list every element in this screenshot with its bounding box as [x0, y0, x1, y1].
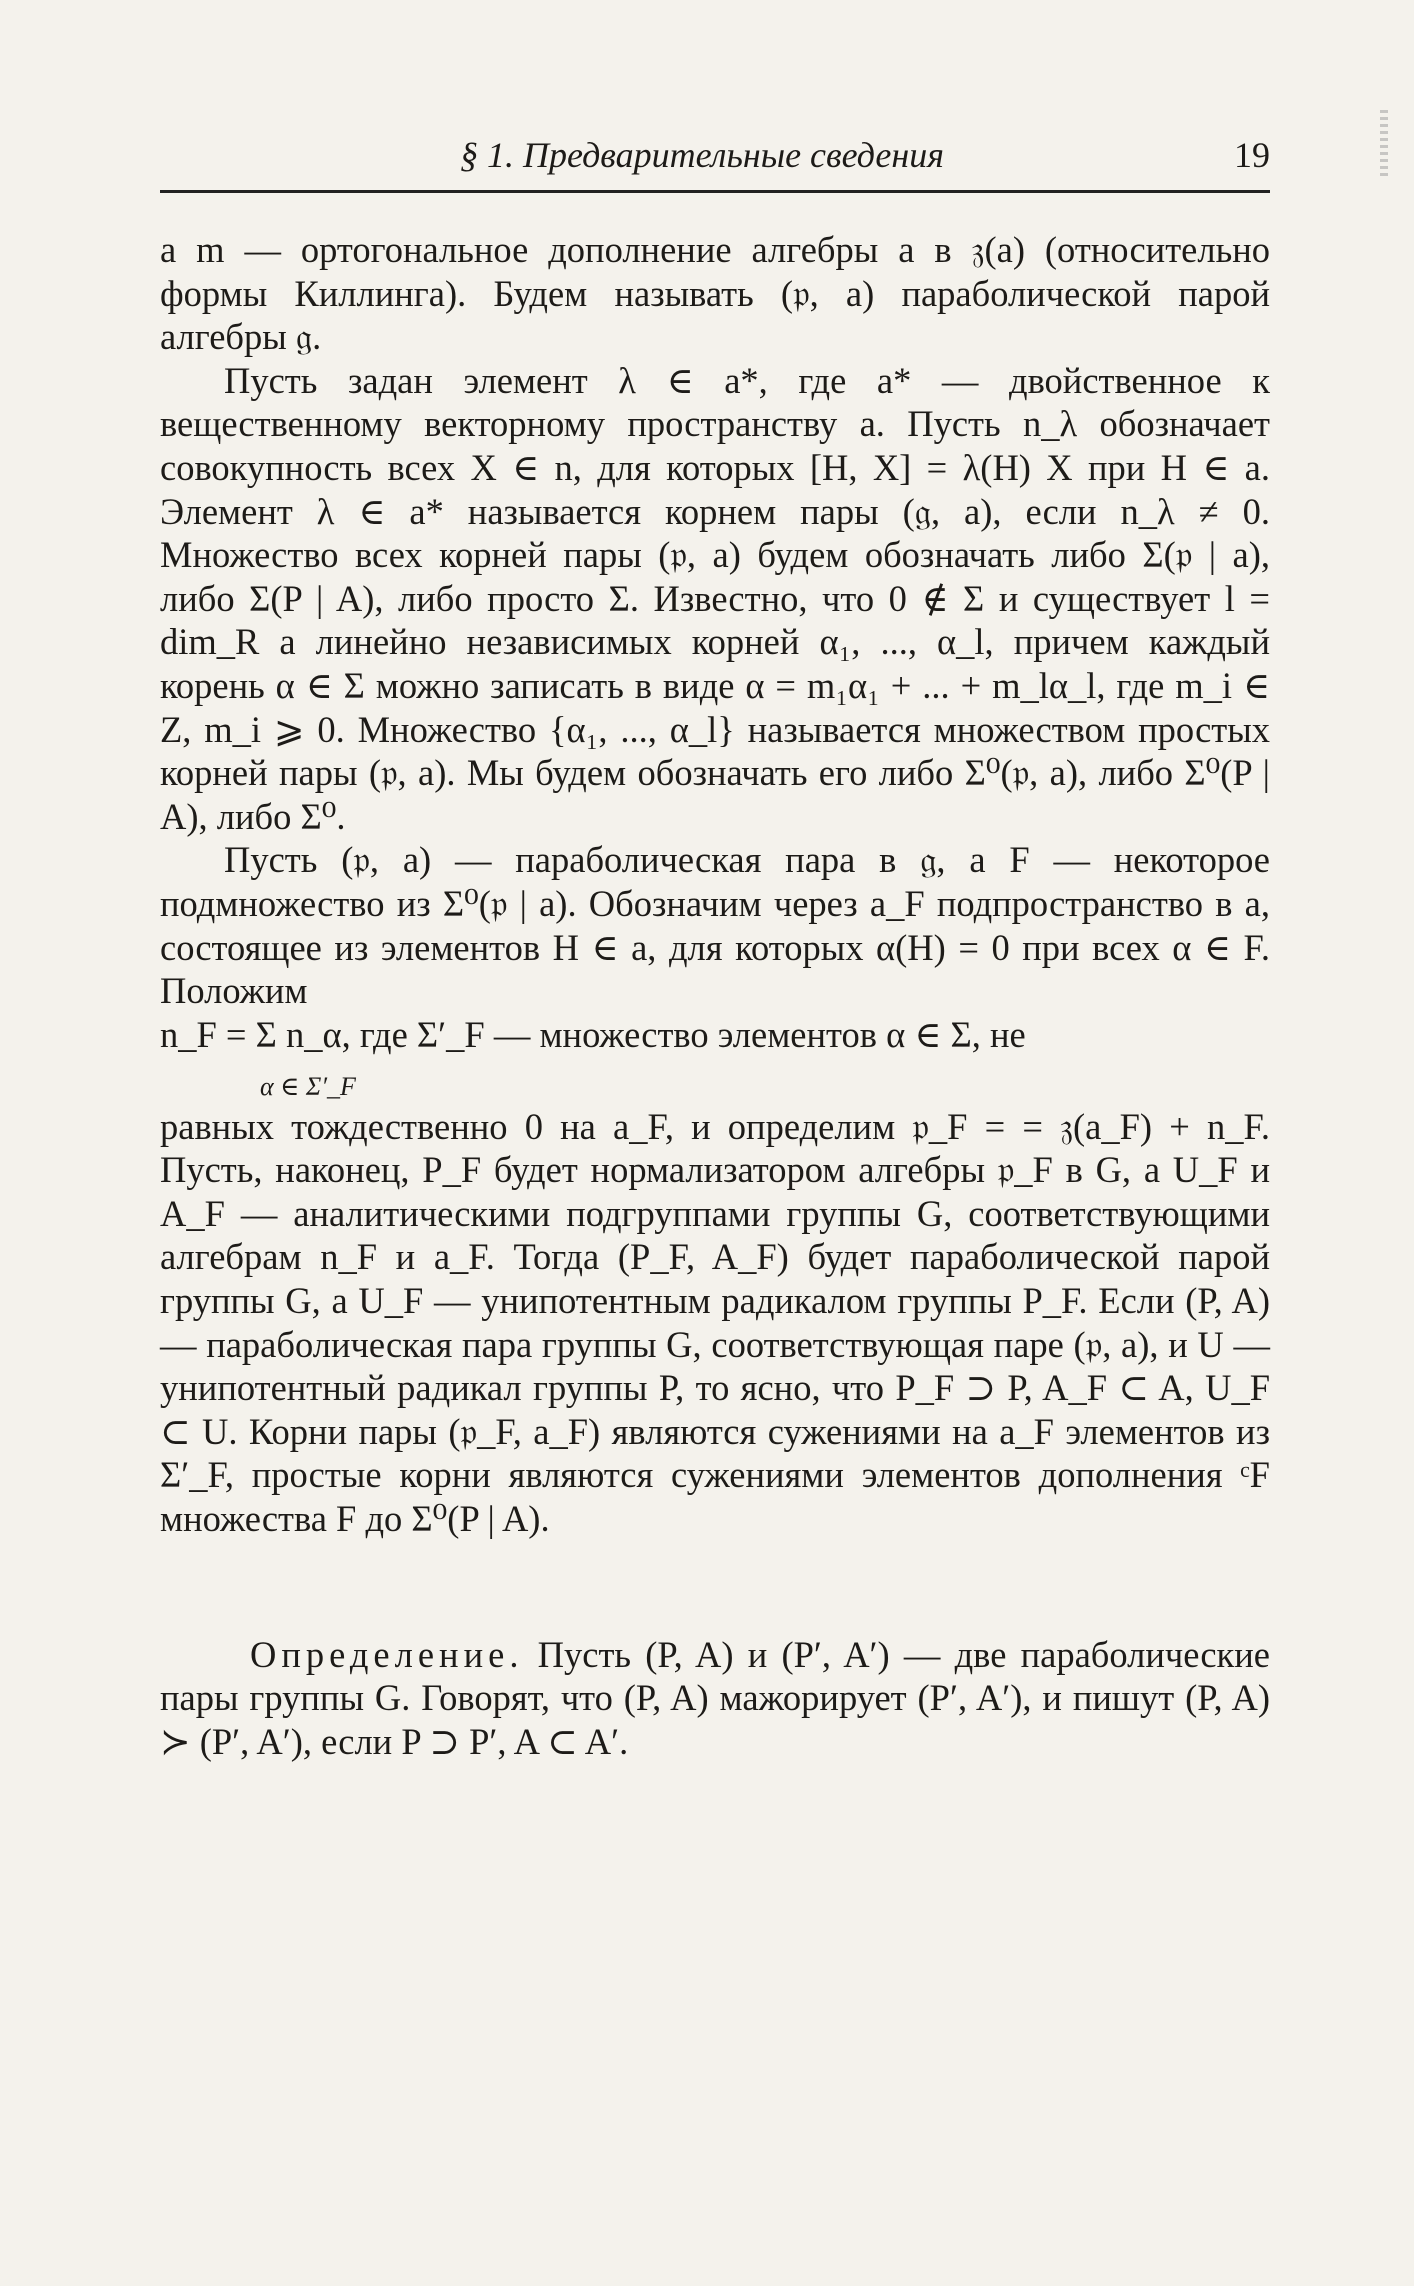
scan-artifact	[1380, 110, 1388, 180]
definition-paragraph	[160, 1633, 1270, 1764]
paragraph-1: а m — ортогональное дополнение алгебры a в 𝔷(a) (относительно формы Киллинга). Будем называть (𝔭, a) параболической парой алгебры 𝔤.	[160, 229, 1270, 358]
paragraph-continuation: равных тождественно 0 на a_F, и определим 𝔭_F = = 𝔷(a_F) + n_F. Пусть, наконец, P_F будет нормализатором алгебры 𝔭_F в G, а U_F и A_F — аналитическими подгруппами группы G, соответствующими алгебрам n_F и a_F. Тогда (P_F, A_F) будет параболической парой группы G, а U_F — унипотентным радикалом группы P_F. Если (P, A) — параболическая пара группы G, соответствующая паре (𝔭, a), и U — унипотентный радикал группы P, то ясно, что P_F ⊃ P, A_F ⊂ A, U_F ⊂ U. Корни пары (𝔭_F, a_F) являются сужениями на a_F элементов из Σ′_F, простые корни являются сужениями элементов дополнения ᶜF множества F до Σ⁰(P | A).	[160, 1105, 1270, 1540]
page-number: 19	[1234, 135, 1270, 175]
running-title: § 1. Предварительные сведения	[460, 135, 944, 175]
definition-term: Определение.	[250, 1633, 524, 1675]
paragraph-2: Пусть задан элемент λ ∈ a*, где a* — двойственное к вещественному векторному пространству a. Пусть n_λ обозначает совокупность всех X ∈ n, для которых [H, X] = λ(H) X при H ∈ a. Элемент λ ∈ a* называется корнем пары (𝔤, a), если n_λ ≠ 0. Множество всех корней пары (𝔭, a) будем обозначать либо Σ(𝔭 | a), либо Σ(P | A), либо просто Σ. Известно, что 0 ∉ Σ и существует l = dim_R a линейно независимых корней α₁, ..., α_l, причем каждый корень α ∈ Σ можно записать в виде α = m₁α₁ + ... + m_lα_l, где m_i ∈ Z, m_i ⩾ 0. Множество {α₁, ..., α_l} называется множеством простых корней пары (𝔭, a). Мы будем обозначать его либо Σ⁰(𝔭, a), либо Σ⁰(P | A), либо Σ⁰.	[160, 359, 1270, 837]
sum-formula-line	[160, 1013, 1270, 1105]
sum-subscript: α ∈ Σ′_F	[260, 1071, 356, 1101]
paragraph-3: Пусть (𝔭, a) — параболическая пара в 𝔤, а F — некоторое подмножество из Σ⁰(𝔭 | a). Обозначим через a_F подпространство в a, состоящее из элементов H ∈ a, для которых α(H) = 0 при всех α ∈ F. Положим	[160, 839, 1270, 1012]
running-header	[160, 130, 1270, 193]
definition-text: Пусть (P, A) и (P′, A′) — две параболические пары группы G. Говорят, что (P, A) мажорирует (P′, A′), и пишут (P, A) ≻ (P′, A′), если P ⊃ P′, A ⊂ A′.	[160, 1633, 1270, 1762]
sum-formula: n_F = Σ n_α, где Σ′_F — множество элементов α ∈ Σ, не	[160, 1013, 1026, 1055]
page-body	[160, 228, 1270, 1763]
